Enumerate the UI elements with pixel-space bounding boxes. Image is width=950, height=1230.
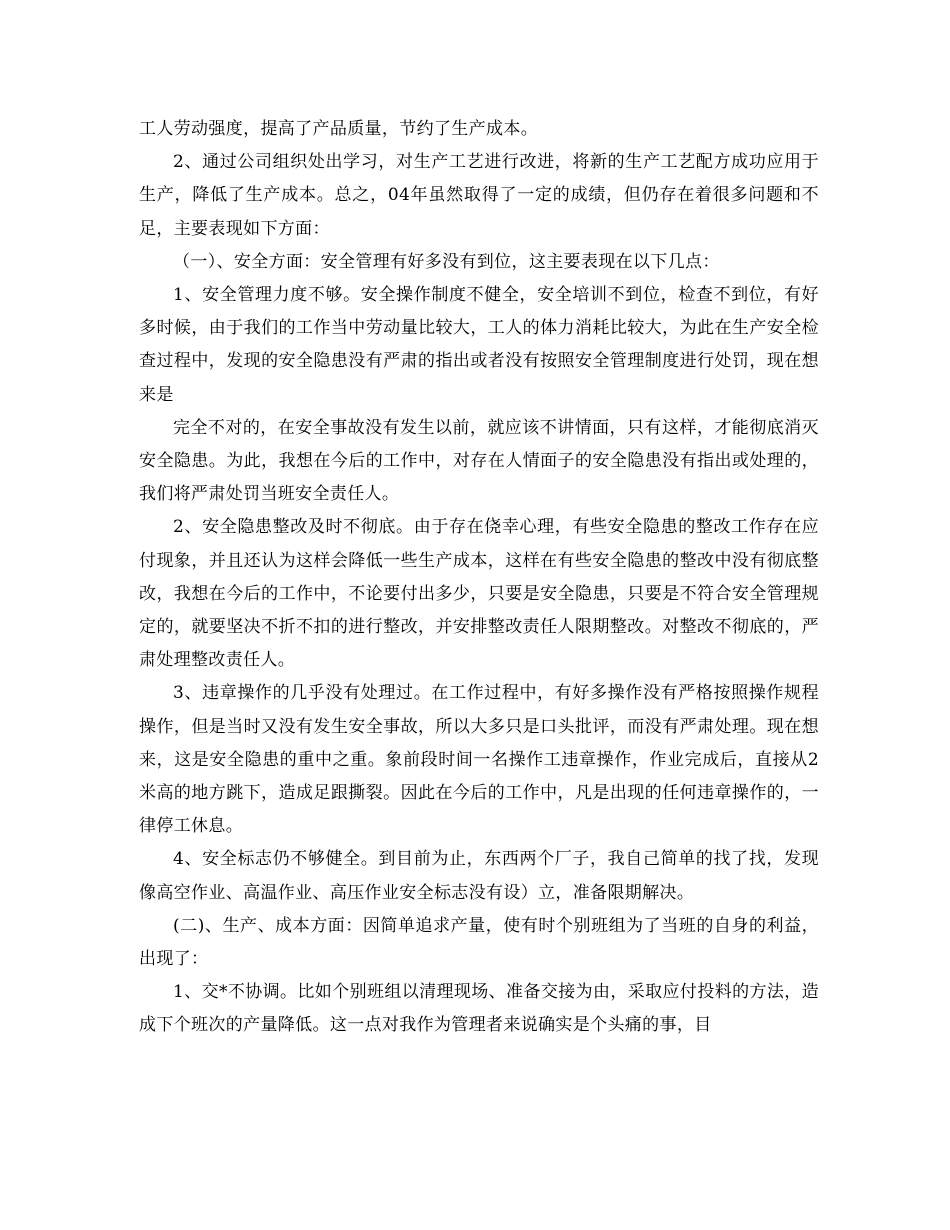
paragraph-safety-management-cont: 完全不对的，在安全事故没有发生以前，就应该不讲情面，只有这样，才能彻底消灭安全隐患。为此，我想在今后的工作中，对存在人情面子的安全隐患没有指出或处理的，我们将严肃处罚当班安全责任人。 [139, 417, 819, 505]
section-heading-safety: （一）、安全方面：安全管理有好多没有到位，这主要表现在以下几点： [173, 251, 720, 272]
paragraph-continuation: 工人劳动强度，提高了产品质量，节约了生产成本。 [139, 119, 539, 139]
paragraph-process-improvement: 2、通过公司组织处出学习，对生产工艺进行改进，将新的生产工艺配方成功应用于生产，降低了生产成本。总之，04年虽然取得了一定的成绩，但仍存在着很多问题和不足，主要表现如下方面： [139, 152, 819, 239]
paragraph-safety-management: 1、安全管理力度不够。安全操作制度不健全，安全培训不到位，检查不到位，有好多时候，由于我们的工作当中劳动量比较大，工人的体力消耗比较大，为此在生产安全检查过程中，发现的安全隐患没有严肃的指出或者没有按照安全管理制度进行处罚，现在想来是 [139, 285, 819, 405]
paragraph-safety-signs: 4、安全标志仍不够健全。到目前为止，东西两个厂子，我自己简单的找了找，发现像高空作业、高温作业、高压作业安全标志没有设）立，准备限期解决。 [139, 849, 819, 903]
document-body [139, 113, 819, 1043]
section-heading-production-cost: (二)、生产、成本方面：因简单追求产量，使有时个别班组为了当班的自身的利益，出现了： [139, 915, 819, 970]
paragraph-shift-coordination: 1、交*不协调。比如个别班组以清理现场、准备交接为由，采取应付投料的方法，造成下个班次的产量降低。这一点对我作为管理者来说确实是个头痛的事，目 [139, 982, 819, 1036]
paragraph-hazard-rectification: 2、安全隐患整改及时不彻底。由于存在侥幸心理，有些安全隐患的整改工作存在应付现象，并且还认为这样会降低一些生产成本，这样在有些安全隐患的整改中没有彻底整改，我想在今后的工作中，不论要付出多少，只要是安全隐患，只要是不符合安全管理规定的，就要坚决不折不扣的进行整改，并安排整改责任人限期整改。对整改不彻底的，严肃处理整改责任人。 [139, 517, 819, 671]
paragraph-violation-handling: 3、违章操作的几乎没有处理过。在工作过程中，有好多操作没有严格按照操作规程操作，但是当时又没有发生安全事故，所以大多只是口头批评，而没有严肃处理。现在想来，这是安全隐患的重中之重。象前段时间一名操作工违章操作，作业完成后，直接从2米高的地方跳下，造成足跟撕裂。因此在今后的工作中，凡是出现的任何违章操作的，一律停工休息。 [139, 683, 819, 837]
